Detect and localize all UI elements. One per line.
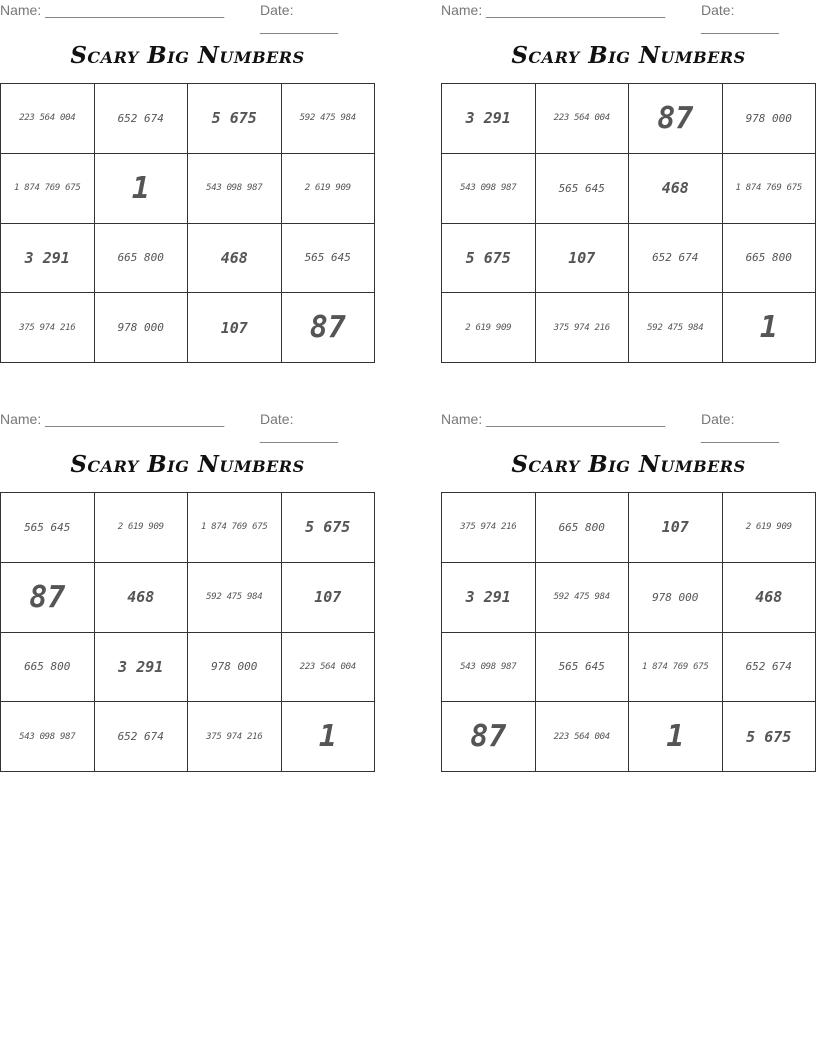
grid-cell: 468 bbox=[723, 563, 816, 633]
bingo-card-2 bbox=[441, 0, 816, 346]
grid-cell: 978 000 bbox=[95, 293, 189, 363]
number-grid bbox=[0, 492, 375, 772]
grid-cell: 2 619 909 bbox=[95, 493, 189, 563]
grid-cell: 978 000 bbox=[723, 84, 816, 154]
grid-cell: 543 098 987 bbox=[1, 702, 95, 772]
name-field-label: Name: _______________________ bbox=[441, 411, 666, 427]
grid-cell: 5 675 bbox=[442, 224, 536, 294]
grid-cell: 543 098 987 bbox=[188, 154, 282, 224]
name-field-label: Name: _______________________ bbox=[0, 411, 225, 427]
grid-cell: 468 bbox=[188, 224, 282, 294]
grid-cell: 978 000 bbox=[188, 633, 282, 703]
grid-cell: 223 564 004 bbox=[536, 84, 630, 154]
number-grid bbox=[0, 83, 375, 363]
grid-cell: 468 bbox=[95, 563, 189, 633]
grid-cell: 565 645 bbox=[282, 224, 376, 294]
grid-cell: 3 291 bbox=[442, 563, 536, 633]
grid-cell: 2 619 909 bbox=[282, 154, 376, 224]
grid-cell: 3 291 bbox=[442, 84, 536, 154]
bingo-card-1 bbox=[0, 0, 375, 346]
grid-cell: 652 674 bbox=[95, 84, 189, 154]
grid-cell: 665 800 bbox=[1, 633, 95, 703]
grid-cell: 468 bbox=[629, 154, 723, 224]
grid-cell: 565 645 bbox=[536, 633, 630, 703]
grid-cell: 592 475 984 bbox=[188, 563, 282, 633]
grid-cell: 5 675 bbox=[282, 493, 376, 563]
grid-cell: 3 291 bbox=[1, 224, 95, 294]
grid-cell: 375 974 216 bbox=[442, 493, 536, 563]
grid-cell: 107 bbox=[188, 293, 282, 363]
grid-cell: 1 bbox=[629, 702, 723, 772]
grid-cell: 2 619 909 bbox=[442, 293, 536, 363]
grid-cell: 543 098 987 bbox=[442, 154, 536, 224]
date-field-label: Date: __________ bbox=[701, 2, 779, 34]
grid-cell: 107 bbox=[629, 493, 723, 563]
grid-cell: 592 475 984 bbox=[536, 563, 630, 633]
grid-cell: 592 475 984 bbox=[629, 293, 723, 363]
name-field-label: Name: _______________________ bbox=[0, 2, 225, 18]
grid-cell: 652 674 bbox=[723, 633, 816, 703]
grid-cell: 375 974 216 bbox=[1, 293, 95, 363]
grid-cell: 665 800 bbox=[536, 493, 630, 563]
grid-cell: 1 bbox=[282, 702, 376, 772]
date-field-label: Date: __________ bbox=[701, 411, 779, 443]
grid-cell: 1 bbox=[723, 293, 816, 363]
grid-cell: 1 874 769 675 bbox=[188, 493, 282, 563]
date-field-label: Date: __________ bbox=[260, 2, 338, 34]
number-grid bbox=[441, 83, 816, 363]
bingo-card-3 bbox=[0, 409, 375, 755]
grid-cell: 665 800 bbox=[723, 224, 816, 294]
date-field-label: Date: __________ bbox=[260, 411, 338, 443]
grid-cell: 665 800 bbox=[95, 224, 189, 294]
grid-cell: 87 bbox=[282, 293, 376, 363]
card-header bbox=[0, 0, 375, 34]
grid-cell: 107 bbox=[282, 563, 376, 633]
grid-cell: 652 674 bbox=[629, 224, 723, 294]
grid-cell: 2 619 909 bbox=[723, 493, 816, 563]
grid-cell: 5 675 bbox=[188, 84, 282, 154]
grid-cell: 3 291 bbox=[95, 633, 189, 703]
card-title: Scary Big Numbers bbox=[511, 42, 746, 69]
grid-cell: 375 974 216 bbox=[536, 293, 630, 363]
card-header bbox=[441, 409, 816, 443]
card-title: Scary Big Numbers bbox=[70, 451, 305, 478]
grid-cell: 652 674 bbox=[95, 702, 189, 772]
grid-cell: 87 bbox=[442, 702, 536, 772]
card-title: Scary Big Numbers bbox=[511, 451, 746, 478]
grid-cell: 87 bbox=[1, 563, 95, 633]
grid-cell: 543 098 987 bbox=[442, 633, 536, 703]
grid-cell: 223 564 004 bbox=[1, 84, 95, 154]
card-header bbox=[441, 0, 816, 34]
grid-cell: 565 645 bbox=[1, 493, 95, 563]
card-title: Scary Big Numbers bbox=[70, 42, 305, 69]
grid-cell: 223 564 004 bbox=[536, 702, 630, 772]
grid-cell: 978 000 bbox=[629, 563, 723, 633]
grid-cell: 87 bbox=[629, 84, 723, 154]
number-grid bbox=[441, 492, 816, 772]
grid-cell: 5 675 bbox=[723, 702, 816, 772]
grid-cell: 1 874 769 675 bbox=[723, 154, 816, 224]
grid-cell: 1 874 769 675 bbox=[629, 633, 723, 703]
grid-cell: 223 564 004 bbox=[282, 633, 376, 703]
bingo-card-4 bbox=[441, 409, 816, 755]
name-field-label: Name: _______________________ bbox=[441, 2, 666, 18]
grid-cell: 592 475 984 bbox=[282, 84, 376, 154]
grid-cell: 107 bbox=[536, 224, 630, 294]
grid-cell: 375 974 216 bbox=[188, 702, 282, 772]
grid-cell: 565 645 bbox=[536, 154, 630, 224]
grid-cell: 1 bbox=[95, 154, 189, 224]
card-header bbox=[0, 409, 375, 443]
grid-cell: 1 874 769 675 bbox=[1, 154, 95, 224]
